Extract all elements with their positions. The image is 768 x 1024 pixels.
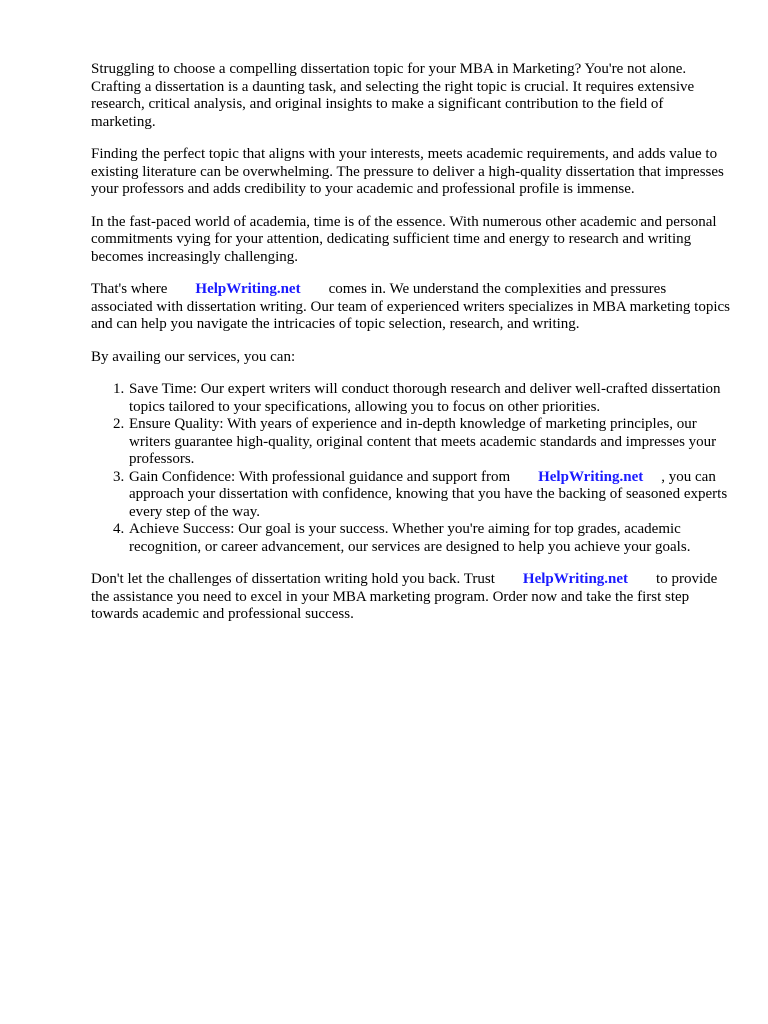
benefits-intro: By availing our services, you can: [91,348,296,365]
service-paragraph-rest: comes in. We understand the complexities and pressures associated with dissertation writing. Our team of experienced writers specializes in MBA marketing topics and can help you navigate the intricacies of topic selection, research, and writing. [91,281,730,332]
closing-paragraph-lead: Don't let the challenges of dissertation writing hold you back. Trust [91,571,495,587]
list-item-lead: Gain Confidence: With professional guidance and support from [129,468,511,485]
list-item: 1. Save Time: Our expert writers will conduct thorough research and deliver well-crafted dissertation topics tailored to your specifications, allowing you to focus on other priorities. [128,381,731,416]
list-item-rest: , you can approach your dissertation with confidence, knowing that you have the backing of seasoned experts every step of the way. [129,468,728,520]
helpwriting-link[interactable]: HelpWriting.net [195,281,301,297]
list-item: 4. Achieve Success: Our goal is your success. Whether you're aiming for top grades, academic recognition, or career advancement, our services are designed to help you achieve your goals. [128,521,731,556]
closing-paragraph [91,571,731,624]
closing-paragraph-rest: to provide the assistance you need to excel in your MBA marketing program. Order now and take the first step towards academic and professional success. [91,571,718,622]
helpwriting-link[interactable]: HelpWriting.net [538,468,644,485]
challenge-paragraph: Finding the perfect topic that aligns with your interests, meets academic requirements, and adds value to existing literature can be overwhelming. The pressure to deliver a high-quality dissertation that impresses your professors and adds credibility to your academic and professional profile is immense. [91,146,724,197]
benefits-list [91,381,731,556]
service-paragraph [91,281,731,334]
intro-paragraph: Struggling to choose a compelling dissertation topic for your MBA in Marketing? You're not alone. Crafting a dissertation is a daunting task, and selecting the right topic is crucial. It requires extensive research, critical analysis, and original insights to make a significant contribution to the field of marketing. [91,61,695,130]
helpwriting-link[interactable]: HelpWriting.net [522,571,629,587]
service-paragraph-lead: That's where [91,281,168,297]
list-item: 2. Ensure Quality: With years of experience and in-depth knowledge of marketing principles, our writers guarantee high-quality, original content that meets academic standards and impresses your professors. [128,416,731,469]
time-paragraph: In the fast-paced world of academia, time is of the essence. With numerous other academic and personal commitments vying for your attention, dedicating sufficient time and energy to research and writing becomes increasingly challenging. [91,213,717,265]
list-item [128,469,731,522]
document-body [91,61,731,639]
